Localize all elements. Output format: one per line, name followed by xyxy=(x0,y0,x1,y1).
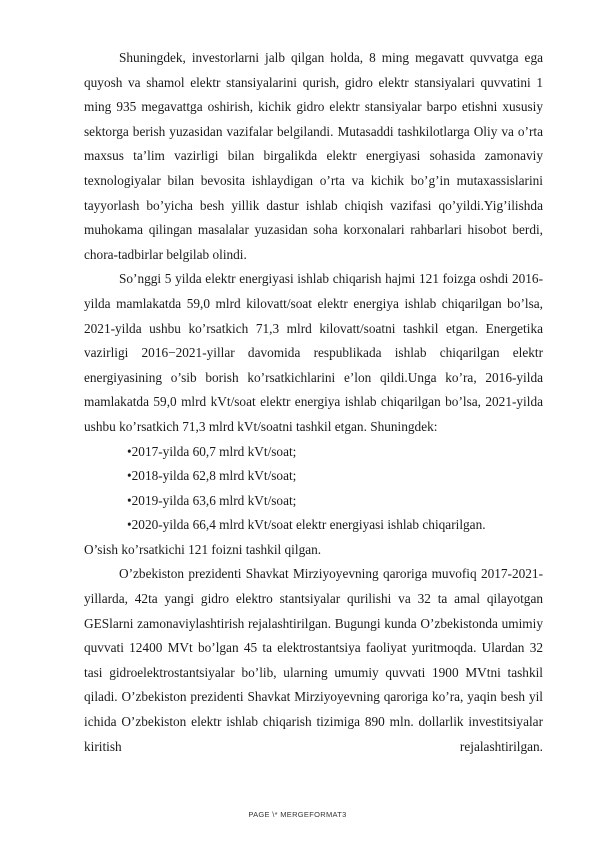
paragraph-hydro-plans: O’zbekiston prezidenti Shavkat Mirziyoyevning qaroriga muvofiq 2017-2021-yillarda, 42ta yangi gidro elektro stantsiyalar qurilishi va 32 ta amal qilayotgan GESlarni zamonaviylashtirish rejalashtirilgan. Bugungi kunda O’zbekistonda umimiy quvvati 12400 MVt bo’lgan 45 ta elektrostantsiya faoliyat yuritmoqda. Ulardan 32 tasi gidroelektrostantsiyalar bo’lib, ularning umumiy quvvati 1900 MVtni tashkil qiladi. O’zbekiston prezidenti Shavkat Mirziyoyevning qaroriga ko’ra, yaqin besh yil ichida O’zbekiston elektr ishlab chiqarish tizimiga 890 mln. dollarlik investitsiyalar kiritish rejalashtirilgan. xyxy=(84,566,543,754)
bullet-item-2018: •2018-yilda 62,8 mlrd kVt/soat; xyxy=(127,468,297,484)
bullet-item-2017: •2017-yilda 60,7 mlrd kVt/soat; xyxy=(127,443,297,459)
document-body xyxy=(84,46,543,759)
page-number-field: PAGE \* MERGEFORMAT3 xyxy=(248,810,347,819)
paragraph-production-growth: So’nggi 5 yilda elektr energiyasi ishlab chiqarish hajmi 121 foizga oshdi 2016-yilda mamlakatda 59,0 mlrd kilovatt/soat elektr energiya ishlab chiqarilgan bo’lsa, 2021-yilda ushbu ko’rsatkich 71,3 mlrd kilovatt/soatni tashkil etgan. Energetika vazirligi 2016−2021-yillar davomida respublikada ishlab chiqarilgan elektr energiyasining o’sib borish ko’rsatkichlarini e’lon qildi.Unga ko’ra, 2016-yilda mamlakatda 59,0 mlrd kVt/soat elektr energiya ishlab chiqarilgan bo’lsa, 2021-yilda ushbu ko’rsatkich 71,3 mlrd kVt/soatni tashkil etgan. Shuningdek: xyxy=(84,271,543,434)
growth-summary-line: O’sish ko’rsatkichi 121 foizni tashkil qilgan. xyxy=(84,541,322,557)
paragraph-investors: Shuningdek, investorlarni jalb qilgan holda, 8 ming megavatt quvvatga ega quyosh va shamol elektr stansiyalarini qurish, gidro elektr stansiyalari quvvatini 1 ming 935 megavattga oshirish, kichik gidro elektr stansiyalar barpo etishni xususiy sektorga berish yuzasidan vazifalar belgilandi. Mutasaddi tashkilotlarga Oliy va o’rta maxsus ta’lim vazirligi bilan birgalikda elektr energiyasi sohasida zamonaviy texnologiyalar bilan bevosita ishlaydigan o’rta va kichik bo’g’in mutaxassislarini tayyorlash bo’yicha besh yillik dastur ishlab chiqish vazifasi qo’yildi.Yig’ilishda muhokama qilingan masalalar yuzasidan soha korxonalari rahbarlari hisobot berdi, chora-tadbirlar belgilab olindi. xyxy=(84,50,543,262)
bullet-item-2019: •2019-yilda 63,6 mlrd kVt/soat; xyxy=(127,492,297,508)
bullet-item-2020: •2020-yilda 66,4 mlrd kVt/soat elektr energiyasi ishlab chiqarilgan. xyxy=(127,517,486,533)
